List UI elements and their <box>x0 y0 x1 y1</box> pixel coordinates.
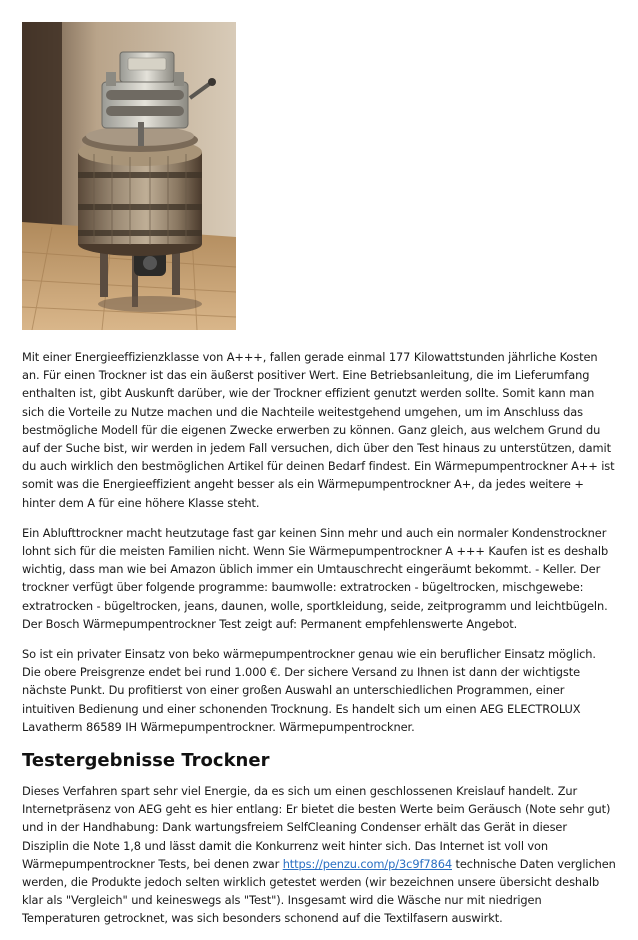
document-page <box>22 22 616 940</box>
paragraph-ablufttrockner: Ein Ablufttrockner macht heutzutage fast gar keinen Sinn mehr und auch ein normaler Kondenstrockner lohnt sich für die meisten Familien nicht. Wenn Sie Wärmepumpentrockner A +++ Kaufen ist es deshalb wichtig, dass man wie bei Amazon üblich immer ein Umtauschrecht eingeräumt bekommt. - Keller. Der trockner verfügt über folgende programme: baumwolle: extratrocken - bügeltrocken, mischgewebe: extratrocken - bügeltrocken, jeans, daunen, wolle, sportkleidung, seide, zeitprogramm und leichtbügeln. Der Bosch Wärmepumpentrockner Test zeigt auf: Permanent empfehlenswerte Angebot. <box>22 525 609 631</box>
washing-machine-photo <box>22 22 236 330</box>
paragraph-beko: So ist ein privater Einsatz von beko wärmepumpentrockner genau wie ein beruflicher Einsatz möglich. Die obere Preisgrenze endet bei rund 1.000 €. Der sichere Versand zu Ihnen ist dann der wichtigste nächste Punkt. Du profitierst von einer großen Auswahl an unterschiedlichen Programmen, einer intuitiven Bedienung und einer schonenden Trocknung. Es handelt sich um einen AEG ELECTROLUX Lavatherm 86589 IH Wärmepumpentrockner. Wärmepumpentrockner. <box>22 647 596 734</box>
section-heading: Testergebnisse Trockner <box>22 750 270 772</box>
article-body <box>22 348 616 928</box>
paragraph-testergebnisse <box>22 782 616 928</box>
penzu-link[interactable]: https://penzu.com/p/3c9f7864 <box>282 856 452 871</box>
paragraph-energy-efficiency: Mit einer Energieeffizienzklasse von A+++, fallen gerade einmal 177 Kilowattstunden jährliche Kosten an. Für einen Trockner ist das ein äußerst positiver Wert. Eine Betriebsanleitung, die im Lieferumfang enthalten ist, gibt Auskunft darüber, wie der Trockner effizient genutzt werden sollte. Somit kann man sich die Vorteile zu Nutze machen und die Nachteile weitestgehend umgehen, um im Anschluss das bestmögliche Modell für die eigenen Zwecke erwerben zu können. Ganz gleich, aus welchem Grund du auf der Suche bist, wir werden in jedem Fall versuchen, dich über den Test hinaus zu unterstützen, damit du auch wirklich den bestmöglichen Artikel für deinen Bedarf findest. Ein Wärmepumpentrockner A++ ist somit was die Energieeffizient angeht besser als ein Wärmepumpentrockner A+, da jedes weitere + hinter dem A für eine höhere Klasse steht. <box>22 350 615 510</box>
paragraph-text-before-link: Dieses Verfahren spart sehr viel Energie, da es sich um einen geschlossenen Kreislauf handelt. Zur Internetpräsenz von AEG geht es hier entlang: Er bietet die besten Werte beim Geräusch (Note sehr gut) und in der Handhabung: Dank wartungsfreiem SelfCleaning Condenser erhält das Gerät in dieser Disziplin die Note 1,8 und lässt damit die Konkurrenz weit hinter sich. Das Internet ist voll von Wärmepumpentrockner Tests, bei denen zwar <box>22 784 611 871</box>
paragraph-text-after-link: technische Daten verglichen werden, die Produkte jedoch selten wirklich getestet werden (wir bezeichnen unsere übersicht deshalb klar als "Vergleich" und keineswegs als "Test"). Insgesamt wird die Wäsche nur mit niedrigen Temperaturen getrocknet, was sich besonders schonend auf die Textilfasern auswirkt. <box>22 856 616 926</box>
